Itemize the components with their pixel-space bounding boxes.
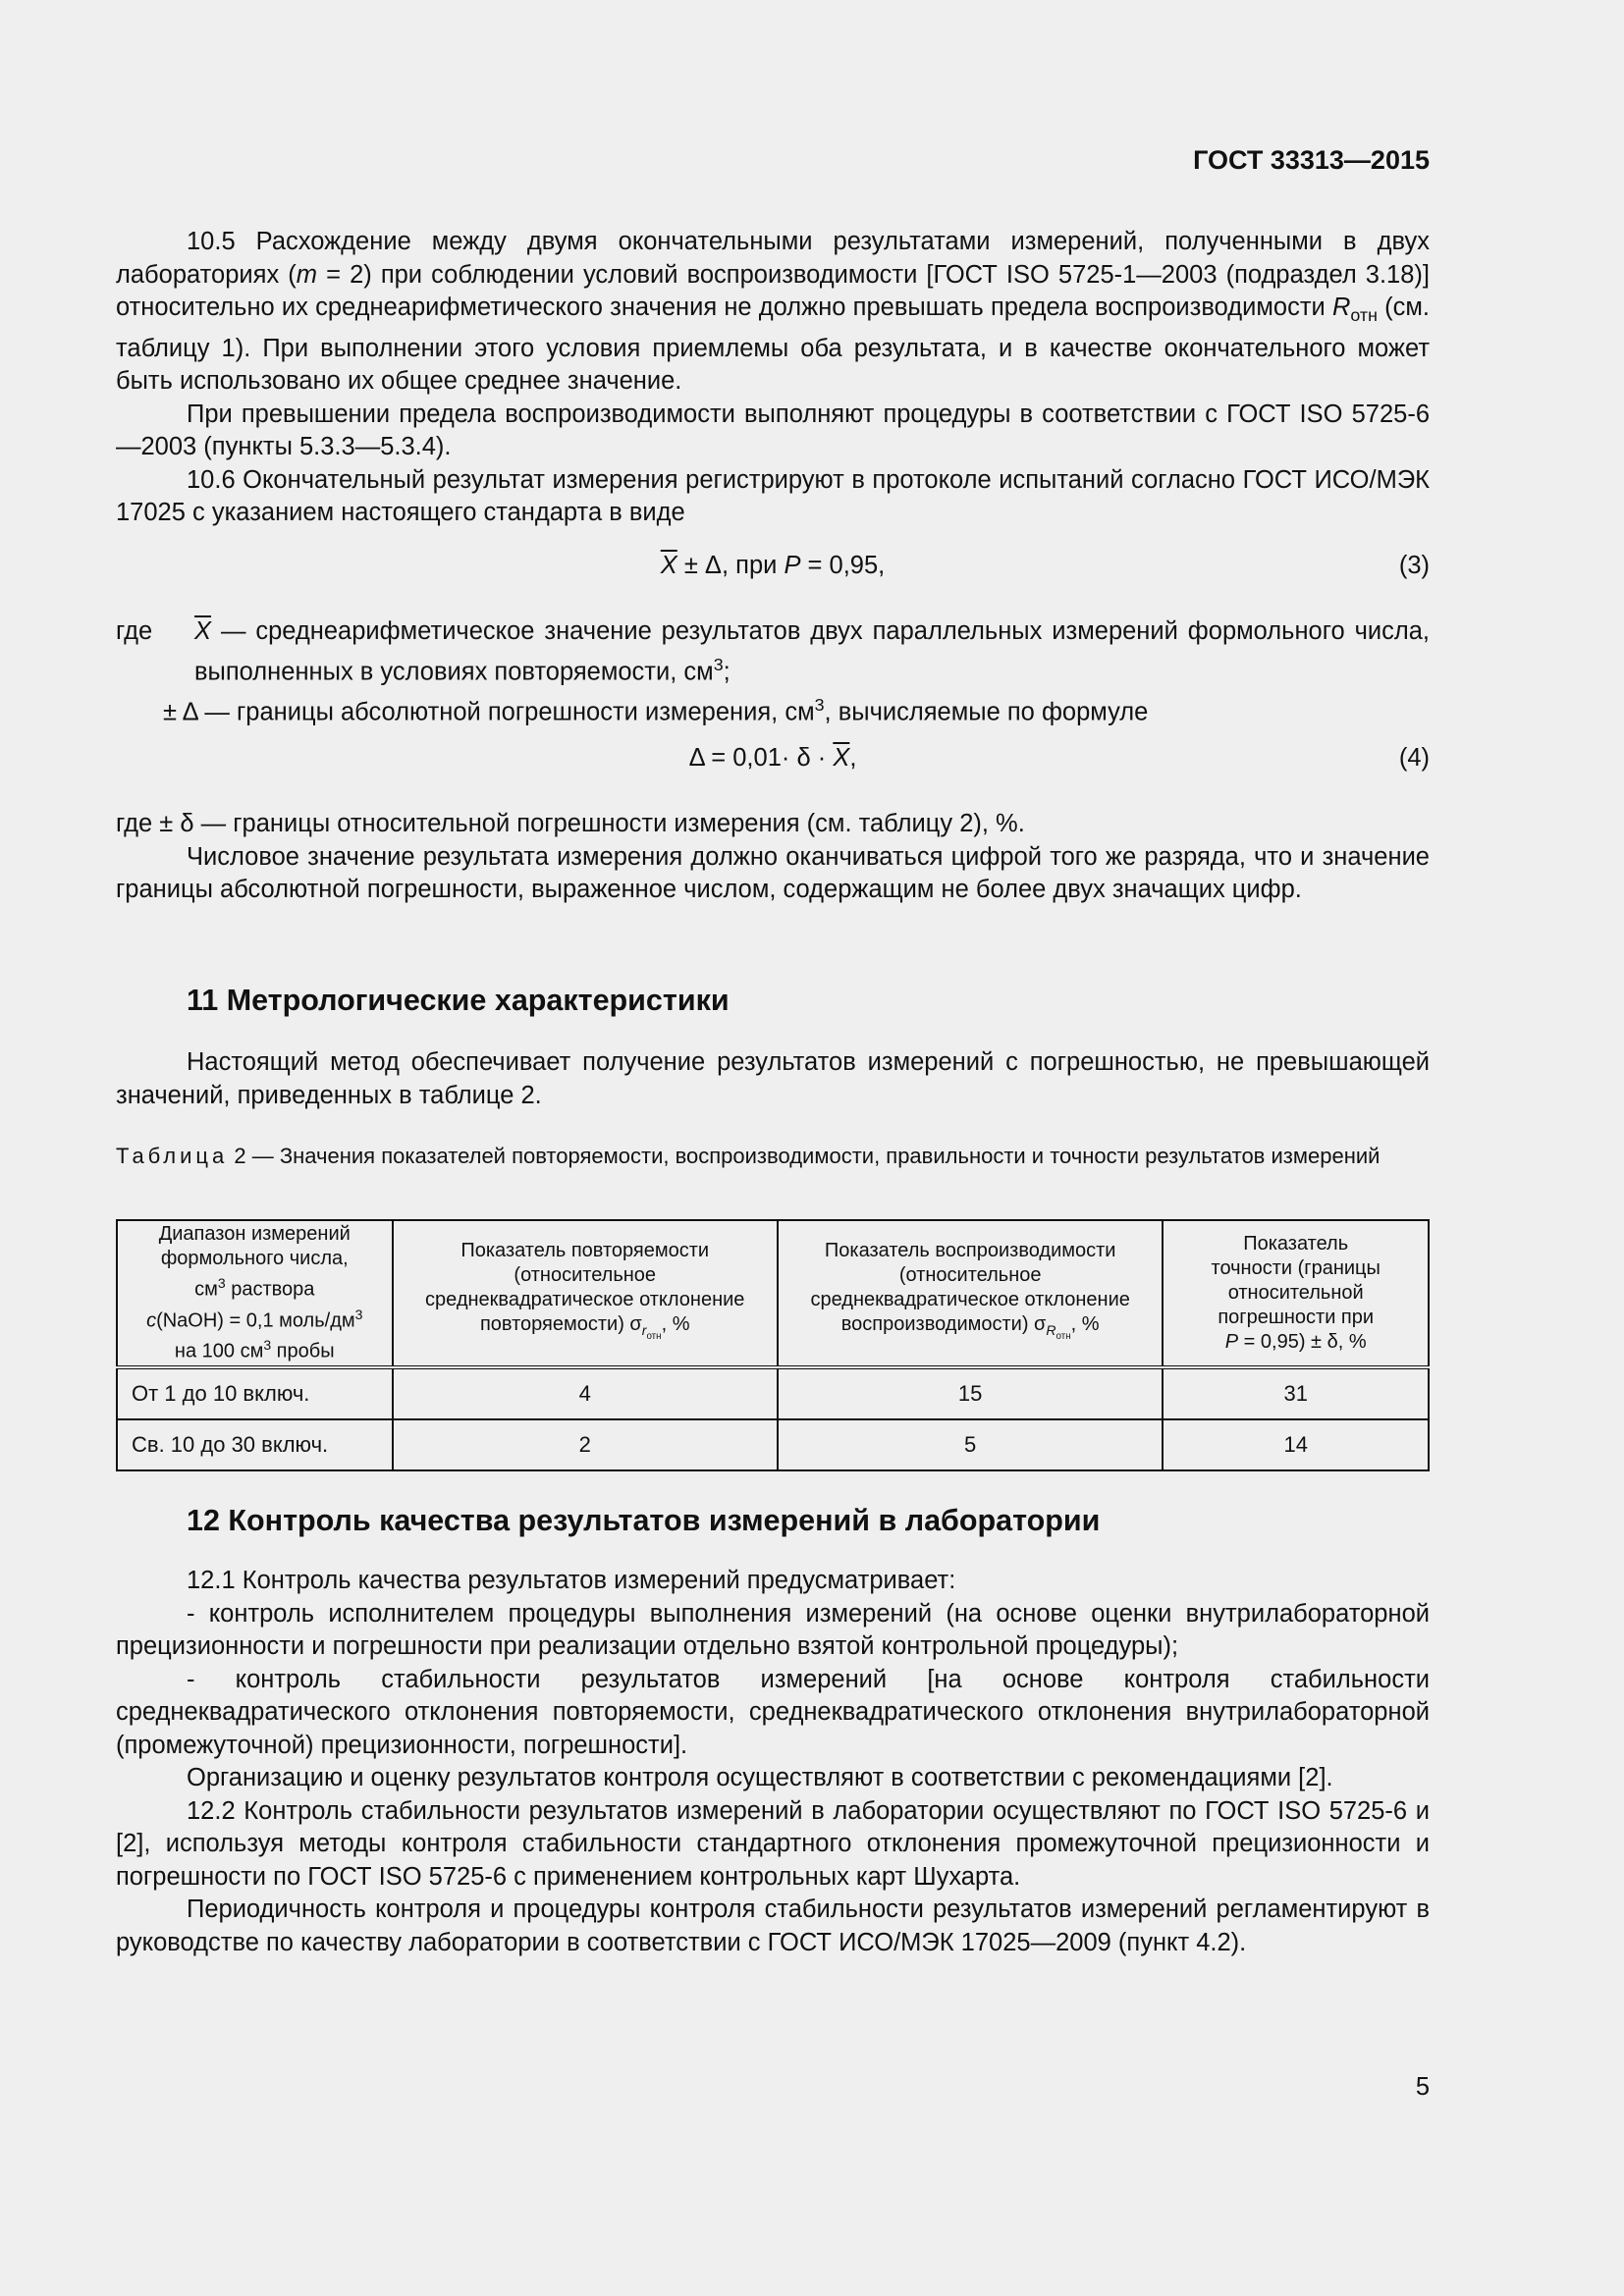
formula-4: $\Delta = 0,01\cdot \delta \cdot \overline{X}$, (4) — [688, 744, 1430, 772]
table-header-cell: Показатель воспроизводимости (относительное среднеквадратическое отклонение воспроизводимости) $\sigma_{R_{отн}}$, % — [778, 1220, 1163, 1367]
section-11-title: 11 Метрологические характеристики — [187, 984, 730, 1017]
section-10-5 — [116, 226, 1430, 530]
table-2 — [116, 1219, 1430, 1471]
paragraph-10-6: 10.6 Окончательный результат измерения регистрируют в протоколе испытаний согласно ГОСТ ИСО/МЭК 17025 с указанием настоящего стандарта в виде — [116, 465, 1430, 527]
section-11-text: Настоящий метод обеспечивает получение результатов измерений с погрешностью, не превышающей значений, приведенных в таблице 2. — [116, 1048, 1430, 1109]
formula-3-legend: где $\overline{X}$ — среднеарифметическое значение результатов двух параллельных измерений формольного числа, выполненных в условиях повторяемости, $см^3$; ± Δ — границы абсолютной погрешности измерения, $см^3$, вычисляемые по формуле — [116, 617, 1430, 725]
paragraph-10-5: 10.5 Расхождение между двумя окончательными результатами измерений, полученными в двух лабораториях (m = 2) при соблюдении условий воспроизводимости [ГОСТ ISO 5725-1—2003 (подраздел 3.18)] относительно их среднеарифметического значения не должно превышать предела воспроизводимости $R_{отн}$ (см. таблицу 1). При выполнении этого условия приемлемы оба результата, и в качестве окончательного может быть использовано их общее среднее значение. — [116, 228, 1430, 396]
formula-number: (4) — [1398, 744, 1430, 772]
table-row: Св. 10 до 30 включ. 2 5 14 — [117, 1419, 1429, 1470]
table-header-cell: Диапазон измерений формольного числа, $см^3$ раствора с(NaOH) = 0,1 моль/$дм^3$ на 100 $см^3$ пробы — [117, 1220, 393, 1367]
formula-3: $\overline{X} \pm \Delta$, при P = 0,95, (3) — [660, 552, 1430, 579]
table-2-caption: Таблица 2 — Значения показателей повторяемости, воспроизводимости, правильности и точности результатов измерений — [116, 1144, 1380, 1168]
table-row: От 1 до 10 включ. 4 15 31 — [117, 1367, 1429, 1419]
page-number: 5 — [1415, 2073, 1430, 2101]
section-12-title: 12 Контроль качества результатов измерений в лаборатории — [187, 1504, 1101, 1537]
page-header: ГОСТ 33313—2015 — [1193, 145, 1430, 175]
paragraph-10-5-exceed: При превышении предела воспроизводимости выполняют процедуры в соответствии с ГОСТ ISO 5725-6—2003 (пункты 5.3.3—5.3.4). — [116, 400, 1430, 461]
table-header-cell: Показатель точности (границы относительной погрешности при P = 0,95) ± δ, % — [1163, 1220, 1429, 1367]
section-12-text: 12.1 Контроль качества результатов измерений предусматривает: - контроль исполнителем процедуры выполнения измерений (на основе оценки внутрилабораторной прецизионности и погрешности при реализации отдельно взятой контрольной процедуры); - контроль стабильности результатов измерений [на основе контроля стабильности среднеквадратического отклонения повторяемости, среднеквадратического отклонения внутрилабораторной (промежуточной) прецизионности, погрешности]. Организацию и оценку результатов контроля осуществляют в соответствии с рекомендациями [2]. 12.2 Контроль стабильности результатов измерений в лаборатории осуществляют по ГОСТ ISO 5725-6 и [2], используя методы контроля стабильности стандартного отклонения промежуточной прецизионности и погрешности по ГОСТ ISO 5725-6 с применением контрольных карт Шухарта. Периодичность контроля и процедуры контроля стабильности результатов измерений регламентируют в руководстве по качеству лаборатории в соответствии с ГОСТ ИСО/МЭК 17025—2009 (пункт 4.2). — [116, 1567, 1430, 1956]
formula-4-legend: где ± δ — границы относительной погрешности измерения (см. таблицу 2), %. Числовое значение результата измерения должно оканчиваться цифрой того же разряда, что и значение границы абсолютной погрешности, выраженное числом, содержащим не более двух значащих цифр. — [116, 810, 1430, 903]
formula-number: (3) — [1398, 552, 1430, 579]
table-header-cell: Показатель повторяемости (относительное среднеквадратическое отклонение повторяемости) $\sigma_{r_{отн}}$, % — [393, 1220, 778, 1367]
